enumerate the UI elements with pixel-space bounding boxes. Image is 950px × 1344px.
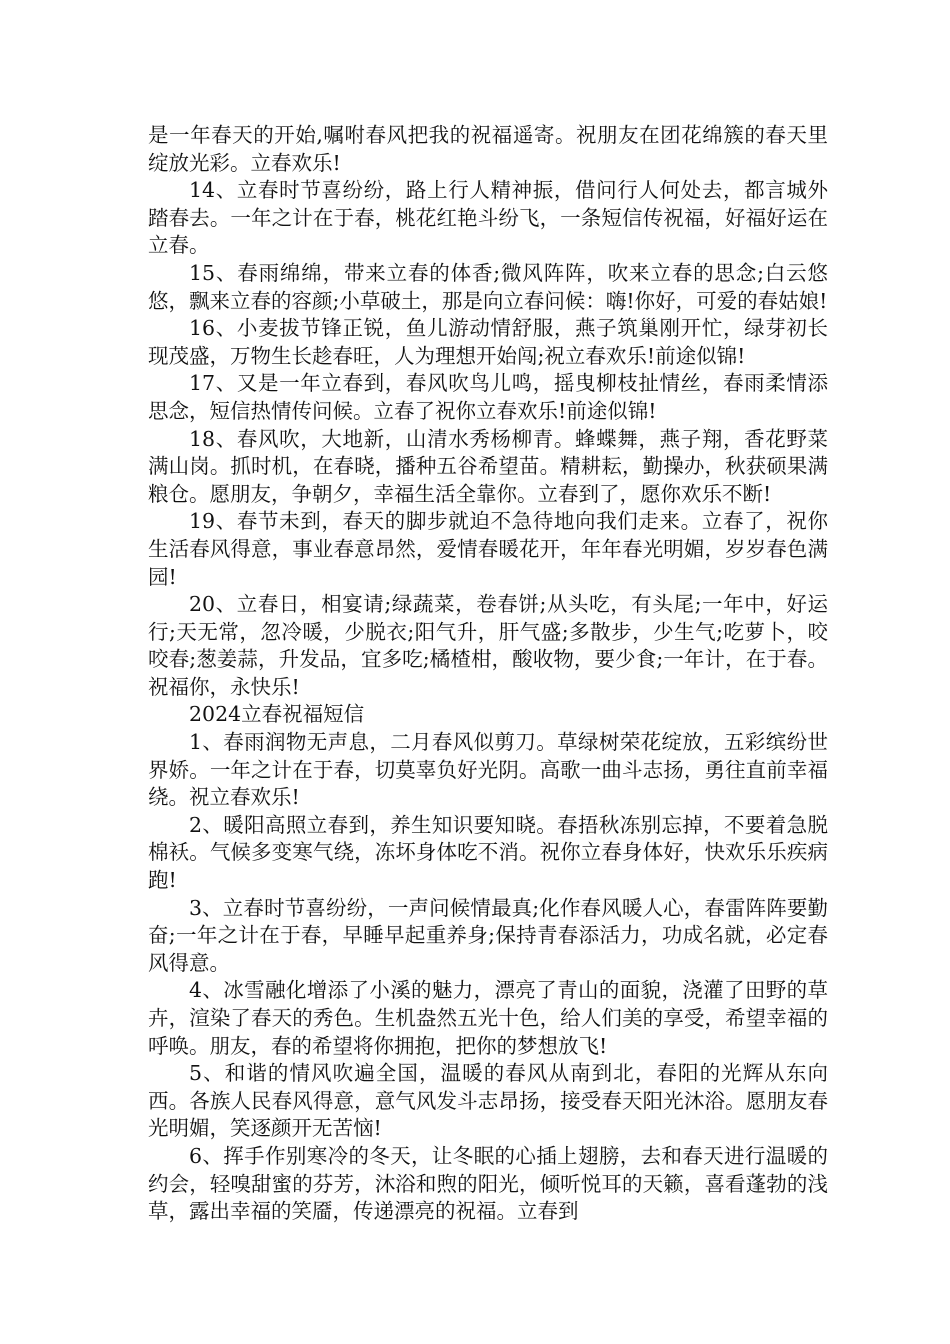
paragraph-item-16: 16、小麦拔节锋正锐，鱼儿游动情舒服，燕子筑巢刚开忙，绿芽初长现茂盛，万物生长趁春旺，人为理想开始闯;祝立春欢乐!前途似锦! (148, 316, 828, 368)
section-heading: 2024立春祝福短信 (189, 702, 365, 727)
paragraph-item-4: 4、冰雪融化增添了小溪的魅力，漂亮了青山的面貌，浇灌了田野的草卉，渲染了春天的秀色。生机盎然五光十色，给人们美的享受，希望幸福的呼唤。朋友，春的希望将你拥抱，把你的梦想放飞! (148, 978, 828, 1058)
paragraph-item-14: 14、立春时节喜纷纷，路上行人精神振，借问行人何处去，都言城外踏春去。一年之计在于春，桃花红艳斗纷飞，一条短信传祝福，好福好运在立春。 (148, 178, 828, 258)
paragraph-item-17: 17、又是一年立春到，春风吹鸟儿鸣，摇曳柳枝扯情丝，春雨柔情添思念，短信热情传问候。立春了祝你立春欢乐!前途似锦! (148, 371, 828, 423)
paragraph-item-5: 5、和谐的情风吹遍全国，温暖的春风从南到北，春阳的光辉从东向西。各族人民春风得意，意气风发斗志昂扬，接受春天阳光沐浴。愿朋友春光明媚，笑逐颜开无苦恼! (148, 1061, 828, 1141)
paragraph-item-6: 6、挥手作别寒冷的冬天，让冬眠的心插上翅膀，去和春天进行温暖的约会，轻嗅甜蜜的芬芳，沐浴和煦的阳光，倾听悦耳的天籁，喜看蓬勃的浅草，露出幸福的笑靥，传递漂亮的祝福。立春到 (148, 1143, 828, 1224)
paragraph-item-19: 19、春节未到，春天的脚步就迫不急待地向我们走来。立春了，祝你生活春风得意，事业春意昂然，爱情春暖花开，年年春光明媚，岁岁春色满园! (148, 509, 828, 589)
paragraph-item-20: 20、立春日，相宴请;绿蔬菜，卷春饼;从头吃，有头尾;一年中，好运行;天无常，忽冷暖，少脱衣;阳气升，肝气盛;多散步，少生气;吃萝卜，咬咬春;葱姜蒜，升发品，宜多吃;橘楂柑，酸收物，要少食;一年计，在于春。祝福你，永快乐! (148, 592, 828, 699)
document-page (148, 122, 828, 1226)
paragraph-item-1: 1、春雨润物无声息，二月春风似剪刀。草绿树荣花绽放，五彩缤纷世界娇。一年之计在于春，切莫辜负好光阴。高歌一曲斗志扬，勇往直前幸福绕。祝立春欢乐! (148, 730, 828, 810)
paragraph-item-15: 15、春雨绵绵，带来立春的体香;微风阵阵，吹来立春的思念;白云悠悠，飘来立春的容颜;小草破土，那是向立春问候：嗨!你好，可爱的春姑娘! (148, 260, 828, 313)
paragraph-item-3: 3、立春时节喜纷纷，一声问候情最真;化作春风暖人心，春雷阵阵要勤奋;一年之计在于春，早睡早起重养身;保持青春添活力，功成名就，必定春风得意。 (148, 895, 828, 975)
paragraph-item-18: 18、春风吹，大地新，山清水秀杨柳青。蜂蝶舞，燕子翔，香花野菜满山岗。抓时机，在春晓，播种五谷希望苗。精耕耘，勤操办，秋获硕果满粮仓。愿朋友，争朝夕，幸福生活全靠你。立春到了，愿你欢乐不断! (148, 426, 828, 506)
paragraph-item-2: 2、暖阳高照立春到，养生知识要知晓。春捂秋冻别忘掉，不要着急脱棉袄。气候多变寒气绕，冻坏身体吃不消。祝你立春身体好，快欢乐乐疾病跑! (148, 812, 828, 893)
paragraph-continued: 是一年春天的开始,嘱咐春风把我的祝福遥寄。祝朋友在团花绵簇的春天里绽放光彩。立春欢乐! (148, 123, 828, 175)
